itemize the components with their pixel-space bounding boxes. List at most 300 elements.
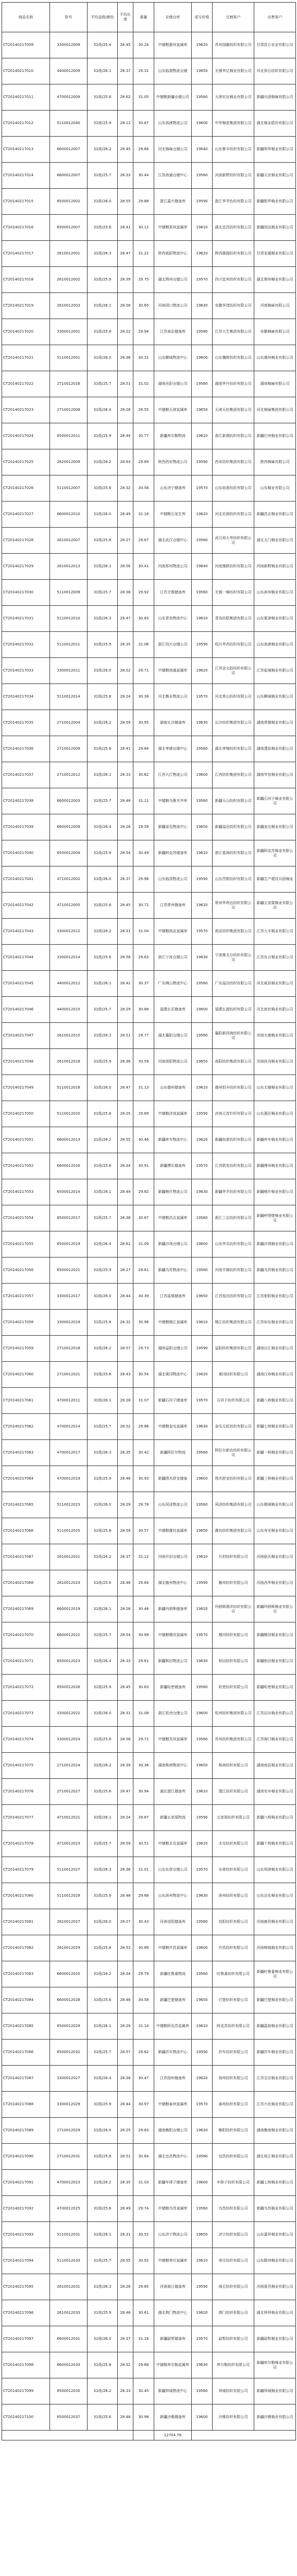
table-cell: 29.74 xyxy=(133,2196,154,2222)
table-cell: 3300012027 xyxy=(50,2066,88,2092)
table-cell: 6500012026 xyxy=(50,1675,88,1701)
table-row xyxy=(2,1258,296,1284)
table-cell: 长沙纺织集团有限公司 xyxy=(213,710,254,736)
table-row xyxy=(2,1414,296,1440)
table-cell: 6600012007 xyxy=(50,137,88,163)
table-cell: 6600012022 xyxy=(50,1622,88,1649)
table-row xyxy=(2,2248,296,2274)
table-cell: CT20140217100 xyxy=(2,2404,50,2431)
table-cell: 19620 xyxy=(192,658,213,684)
table-cell: 19570 xyxy=(192,919,213,945)
table-cell: CT20140217030 xyxy=(2,580,50,606)
table-cell: 河北宏润纺织有限公司 xyxy=(213,502,254,528)
table-cell: CT20140217073 xyxy=(2,1701,50,1727)
table-cell: 江苏射阳棉业有限公司 xyxy=(254,1284,296,1310)
table-cell: 31.07 xyxy=(133,1388,154,1414)
table-cell: 广东佛山物流中心 xyxy=(154,971,192,997)
table-cell: 奎屯天虹纺织有限公司 xyxy=(213,1414,254,1440)
table-cell: 19650 xyxy=(192,814,213,840)
table-cell: 湖北荆州棉业有限公司 xyxy=(254,267,296,293)
table-row xyxy=(2,32,296,58)
table-cell: 31级/26.4 xyxy=(88,814,118,840)
table-cell: 河南郸城棉业有限公司 xyxy=(254,1935,296,1961)
table-cell: 31级/25.9 xyxy=(88,111,118,137)
table-cell: 19570 xyxy=(192,1857,213,1883)
table-cell: 19650 xyxy=(192,1284,213,1310)
table-cell: 石河子纺织有限公司 xyxy=(213,1388,254,1414)
table-row xyxy=(2,1284,296,1310)
table-cell: 30.31 xyxy=(133,345,154,371)
table-cell: 30.52 xyxy=(133,2222,154,2248)
table-row xyxy=(2,2378,296,2404)
table-cell: 30.59 xyxy=(133,1049,154,1075)
table-cell: 5110012029 xyxy=(50,1883,88,1909)
table-cell: 6500012007 xyxy=(50,215,88,241)
table-cell: 31.22 xyxy=(133,241,154,267)
table-cell: 6600012003 xyxy=(50,788,88,814)
table-row xyxy=(2,241,296,267)
table-cell: 2610012029 xyxy=(50,1935,88,1961)
table-cell: 29.88 xyxy=(133,189,154,215)
table-cell: 湖北宜昌纺织有限公司 xyxy=(213,215,254,241)
table-cell: 28.47 xyxy=(118,606,133,632)
table-cell: CT20140217066 xyxy=(2,1518,50,1544)
table-cell: 陕西德源纺织有限公司 xyxy=(213,241,254,267)
table-cell: 19560 xyxy=(192,580,213,606)
table-cell: 28.49 xyxy=(118,2196,133,2222)
table-cell: 福建长源纺织有限公司 xyxy=(213,997,254,1023)
table-cell: 31级/25.7 xyxy=(88,2248,118,2274)
table-cell: 19620 xyxy=(192,1831,213,1857)
table-cell: 31级/25.9 xyxy=(88,423,118,449)
table-cell: 新疆吐鲁番物流 xyxy=(154,1961,192,1987)
table-cell: 28.36 xyxy=(118,345,133,371)
table-cell: 31级/26.2 xyxy=(88,2378,118,2404)
table-cell: 陕西咸阳物流中心 xyxy=(154,241,192,267)
table-cell: 29.89 xyxy=(133,449,154,475)
table-cell: CT20140217099 xyxy=(2,2378,50,2404)
table-cell: 宁波雅戈尔纺织有限公司 xyxy=(213,945,254,971)
table-cell: 31级/25.7 xyxy=(88,788,118,814)
table-cell: 济宁纺织有限公司 xyxy=(213,2222,254,2248)
table-cell: 31级/26.0 xyxy=(88,1701,118,1727)
table-cell: 3300012029 xyxy=(50,2092,88,2118)
table-row xyxy=(2,1570,296,1596)
table-cell: 4710012005 xyxy=(50,893,88,919)
table-cell: 19560 xyxy=(192,1023,213,1049)
table-cell: 31.03 xyxy=(133,2170,154,2196)
table-cell: 28.53 xyxy=(118,1935,133,1961)
table-cell: 新疆博乐储备库 xyxy=(154,1153,192,1179)
table-cell: 3300012017 xyxy=(50,1284,88,1310)
table-cell: 31.11 xyxy=(133,788,154,814)
table-cell: 江苏联发纺织有限公司 xyxy=(213,1153,254,1179)
table-cell: 31级/26.3 xyxy=(88,606,118,632)
table-cell: CT20140217031 xyxy=(2,606,50,632)
table-cell: 车排子纺织有限公司 xyxy=(213,2170,254,2196)
table-cell: 31级/25.8 xyxy=(88,1518,118,1544)
table-cell: 南京纺织集团有限公司 xyxy=(213,919,254,945)
table-cell: 新疆阿克苏储备库 xyxy=(154,840,192,866)
column-header: 存储仓库 xyxy=(154,3,192,32)
table-cell: 陕西西安物流公司 xyxy=(154,449,192,475)
table-cell: 新疆三师棉业有限公司 xyxy=(254,1466,296,1492)
table-cell: 新疆库车物流中心 xyxy=(154,1127,192,1153)
table-cell: 山东夏津棉业有限公司 xyxy=(254,606,296,632)
table-cell: 28.49 xyxy=(118,1179,133,1205)
table-cell: 28.58 xyxy=(118,945,133,971)
table-cell: 31级/25.8 xyxy=(88,1101,118,1127)
table-cell: 湖北黄冈物流中心 xyxy=(154,1362,192,1388)
table-cell: 28.46 xyxy=(118,2300,133,2326)
table-cell: 31级/25.8 xyxy=(88,1935,118,1961)
table-cell: CT20140217079 xyxy=(2,1857,50,1883)
table-cell: CT20140217087 xyxy=(2,2066,50,2092)
table-cell: 28.59 xyxy=(118,1831,133,1857)
table-cell: 28.61 xyxy=(118,1231,133,1258)
table-cell: 28.32 xyxy=(118,475,133,502)
table-cell: 28.32 xyxy=(118,1310,133,1336)
table-row xyxy=(2,1518,296,1544)
table-cell: CT20140217063 xyxy=(2,1440,50,1466)
table-cell: 福建长乐储备库 xyxy=(154,997,192,1023)
table-cell: 28.29 xyxy=(118,997,133,1023)
table-cell: 中储粮库尔勒直属库 xyxy=(154,2352,192,2378)
table-cell: 新疆溢达纺织有限公司 xyxy=(213,814,254,840)
total-row xyxy=(2,2431,296,2440)
table-row xyxy=(2,1675,296,1701)
table-cell: 湖北荆门物流中心 xyxy=(154,2300,192,2326)
table-cell: 19580 xyxy=(192,1205,213,1231)
table-cell: 山东高唐物流公司 xyxy=(154,111,192,137)
table-cell: 30.62 xyxy=(133,762,154,788)
table-cell: 株洲纺织有限公司 xyxy=(213,1753,254,1779)
table-cell: 2710012009 xyxy=(50,736,88,762)
table-cell: 江苏大丰棉业有限公司 xyxy=(254,919,296,945)
table-cell: 新疆沙雅储备库 xyxy=(154,2404,192,2431)
table-cell: 枣庄纺织有限公司 xyxy=(213,2248,254,2274)
table-cell: 31级/26.0 xyxy=(88,866,118,893)
table-cell: 新疆沙湾棉业有限公司 xyxy=(254,1231,296,1258)
table-row xyxy=(2,866,296,893)
table-cell: 19600 xyxy=(192,1935,213,1961)
table-cell: 河南商丘储备库 xyxy=(154,2274,192,2300)
table-cell: 31级/25.9 xyxy=(88,2092,118,2118)
table-cell: 19580 xyxy=(192,736,213,762)
table-cell: 31级/26.2 xyxy=(88,1961,118,1987)
table-cell: CT20140217064 xyxy=(2,1466,50,1492)
table-cell: 30.47 xyxy=(133,2066,154,2092)
table-cell: 2710012024 xyxy=(50,1753,88,1779)
table-cell: 28.44 xyxy=(118,2092,133,2118)
table-cell: 31.14 xyxy=(133,2013,154,2040)
table-row xyxy=(2,1544,296,1570)
table-row xyxy=(2,1362,296,1388)
table-cell: 5110012011 xyxy=(50,632,88,658)
table-cell: 4700012011 xyxy=(50,1388,88,1414)
table-cell: CT20140217065 xyxy=(2,1492,50,1518)
column-header: 平均长度 xyxy=(118,3,133,32)
table-cell: 19560 xyxy=(192,163,213,189)
table-cell: 2610012018 xyxy=(50,1049,88,1075)
table-cell: CT20140217071 xyxy=(2,1649,50,1675)
table-cell: 19600 xyxy=(192,762,213,788)
table-cell: 28.45 xyxy=(118,32,133,58)
table-cell: 31级/25.7 xyxy=(88,1205,118,1231)
table-row xyxy=(2,1466,296,1492)
table-cell: CT20140217093 xyxy=(2,2222,50,2248)
table-cell: 31级/26.1 xyxy=(88,2222,118,2248)
table-cell: 2710012021 xyxy=(50,1362,88,1388)
table-cell: 19650 xyxy=(192,2222,213,2248)
table-cell: 湖北襄阳仓储公司 xyxy=(154,1023,192,1049)
table-cell: 28.62 xyxy=(118,84,133,111)
table-cell: 宜昌纺织有限公司 xyxy=(213,2144,254,2170)
table-cell: 湖北武汉仓储中心 xyxy=(154,528,192,554)
table-cell: 19570 xyxy=(192,1388,213,1414)
table-cell: 31级/25.7 xyxy=(88,997,118,1023)
table-cell: CT20140217033 xyxy=(2,658,50,684)
table-cell: 莎车纺织有限公司 xyxy=(213,2040,254,2066)
table-cell: 28.25 xyxy=(118,2118,133,2144)
table-cell: 28.41 xyxy=(118,215,133,241)
table-cell: 28.28 xyxy=(118,397,133,423)
table-cell: 5110012010 xyxy=(50,606,88,632)
table-cell: 3300012024 xyxy=(50,1727,88,1753)
table-cell: 19620 xyxy=(192,1362,213,1388)
table-cell: 荆门纺织有限公司 xyxy=(213,2300,254,2326)
table-cell: 19620 xyxy=(192,2066,213,2092)
table-cell: 陕西棉麻有限公司 xyxy=(254,449,296,475)
table-cell: 天津天纺集团有限公司 xyxy=(213,397,254,423)
table-cell: 扬州纺织有限公司 xyxy=(213,2066,254,2092)
table-cell: 中储粮天津直属库 xyxy=(154,397,192,423)
table-cell: 新疆巴楚储备库 xyxy=(154,1987,192,2013)
table-cell: 29.58 xyxy=(133,814,154,840)
table-cell: 新疆车排子储备库 xyxy=(154,2170,192,2196)
table-row xyxy=(2,2196,296,2222)
table-cell: 19590 xyxy=(192,1570,213,1596)
total-value: 12704.78 xyxy=(154,2431,192,2440)
table-cell: 19560 xyxy=(192,1258,213,1284)
table-cell: 河北衡水物流公司 xyxy=(154,684,192,710)
table-cell: 28.24 xyxy=(118,1805,133,1831)
table-cell: 山东临港物流仓储 xyxy=(154,58,192,84)
table-cell: 新疆库车棉业有限公司 xyxy=(254,1127,296,1153)
table-cell: 31.06 xyxy=(133,632,154,658)
table-cell: 河南棉麻有限公司 xyxy=(254,293,296,319)
table-cell: 新疆一师棉业有限公司 xyxy=(254,1440,296,1466)
table-cell: CT20140217044 xyxy=(2,945,50,971)
table-cell: 江苏盐城棉业有限公司 xyxy=(254,658,296,684)
table-cell: 28.51 xyxy=(118,2144,133,2170)
table-cell: 29.87 xyxy=(133,1805,154,1831)
table-cell: 2610012007 xyxy=(50,528,88,554)
table-cell: 19570 xyxy=(192,684,213,710)
table-cell: 19570 xyxy=(192,1622,213,1649)
table-cell: 19590 xyxy=(192,449,213,475)
table-cell: 中储粮潍坊直属库 xyxy=(154,1518,192,1544)
table-cell: 28.36 xyxy=(118,1049,133,1075)
table-row xyxy=(2,840,296,866)
table-row xyxy=(2,345,296,371)
table-cell: 中储粮苏州直属库 xyxy=(154,1727,192,1753)
table-cell: 31级/26.2 xyxy=(88,1753,118,1779)
table-cell: 30.61 xyxy=(133,2300,154,2326)
table-cell: 29.75 xyxy=(133,267,154,293)
table-cell: 30.77 xyxy=(133,423,154,449)
table-cell: 河南西华棉业有限公司 xyxy=(254,1570,296,1596)
table-cell: 19650 xyxy=(192,1753,213,1779)
table-cell: CT20140217059 xyxy=(2,1336,50,1362)
table-cell: 新疆银华棉业有限公司 xyxy=(254,189,296,215)
table-cell: 30.48 xyxy=(133,1596,154,1622)
table-cell: 31级/26.0 xyxy=(88,1909,118,1935)
table-cell: 29.66 xyxy=(133,137,154,163)
table-cell: 6500012032 xyxy=(50,2040,88,2066)
table-row xyxy=(2,2222,296,2248)
table-cell: 苏州纺织集团有限公司 xyxy=(213,1727,254,1753)
table-cell: 河北威县棉业有限公司 xyxy=(254,971,296,997)
table-row xyxy=(2,1857,296,1883)
table-cell: 新疆莎车棉业有限公司 xyxy=(254,2040,296,2066)
table-cell: 28.37 xyxy=(118,2326,133,2352)
table-cell: 28.51 xyxy=(118,1023,133,1049)
table-cell: CT20140217077 xyxy=(2,1805,50,1831)
table-cell: 6600012009 xyxy=(50,814,88,840)
table-cell: 28.52 xyxy=(118,1414,133,1440)
table-cell: 江苏常州储备库 xyxy=(154,893,192,919)
table-cell: 31级/25.9 xyxy=(88,2300,118,2326)
table-cell: 28.28 xyxy=(118,2274,133,2300)
table-cell: 6600012010 xyxy=(50,502,88,528)
table-cell: 河南周口物流公司 xyxy=(154,293,192,319)
table-cell: 28.47 xyxy=(118,1075,133,1101)
table-row xyxy=(2,1023,296,1049)
table-cell: 30.56 xyxy=(133,475,154,502)
table-row xyxy=(2,2352,296,2378)
table-cell: CT20140217015 xyxy=(2,189,50,215)
table-cell: 湖南澧县棉业有限公司 xyxy=(254,736,296,762)
table-cell: 19610 xyxy=(192,1779,213,1805)
table-cell: 新疆喀什物流公司 xyxy=(154,1179,192,1205)
table-row xyxy=(2,1883,296,1909)
table-cell: 河北邢台纺织有限公司 xyxy=(254,58,296,84)
table-row xyxy=(2,1388,296,1414)
table-cell: 28.49 xyxy=(118,502,133,528)
table-cell: 4700012025 xyxy=(50,2196,88,2222)
table-cell: 5110012023 xyxy=(50,1492,88,1518)
table-cell: CT20140217034 xyxy=(2,684,50,710)
table-cell: 30.83 xyxy=(133,606,154,632)
table-cell: 6500012011 xyxy=(50,423,88,449)
table-cell: 山东临清物流公司 xyxy=(154,866,192,893)
table-cell: CT20140217017 xyxy=(2,241,50,267)
table-cell: 19590 xyxy=(192,1101,213,1127)
table-cell: 山东济宁储备库 xyxy=(154,475,192,502)
table-cell: 31级/25.8 xyxy=(88,84,118,111)
table-cell: 6600012028 xyxy=(50,1987,88,2013)
table-cell: 河南扶沟棉业有限公司 xyxy=(254,1049,296,1075)
document-page xyxy=(2,2,295,2440)
table-cell: 黄冈纺织有限公司 xyxy=(213,1362,254,1388)
table-cell: 河北棉麻集团有限公司 xyxy=(254,397,296,423)
table-cell: 新疆精河棉业有限公司 xyxy=(254,1622,296,1649)
table-cell: CT20140217062 xyxy=(2,1414,50,1440)
table-cell: 30.89 xyxy=(133,1935,154,1961)
table-cell: 中储粮昌吉直属库 xyxy=(154,1205,192,1231)
table-cell: 19580 xyxy=(192,528,213,554)
table-cell: 31级/26.2 xyxy=(88,919,118,945)
table-cell: 新疆玛纳斯储备库 xyxy=(154,1596,192,1622)
table-cell: CT20140217016 xyxy=(2,215,50,241)
table-cell: 31级/25.9 xyxy=(88,1258,118,1284)
table-cell: 31级/25.6 xyxy=(88,475,118,502)
table-cell: CT20140217078 xyxy=(2,1831,50,1857)
table-cell: 31级/25.9 xyxy=(88,840,118,866)
table-cell: 新疆奎屯物流中心 xyxy=(154,814,192,840)
table-cell: 山东魏桥纺织有限公司 xyxy=(213,345,254,371)
table-cell: 19630 xyxy=(192,1179,213,1205)
table-cell: 28.34 xyxy=(118,1153,133,1179)
table-row xyxy=(2,2144,296,2170)
table-cell: 19580 xyxy=(192,1909,213,1935)
table-row xyxy=(2,137,296,163)
table-cell: 江西九江物流公司 xyxy=(154,762,192,788)
table-cell: 28.31 xyxy=(118,1701,133,1727)
table-cell: 新疆五家渠棉业有限公司 xyxy=(254,893,296,919)
table-cell: 中储粮许昌直属库 xyxy=(154,1935,192,1961)
table-cell: 30.65 xyxy=(133,293,154,319)
table-row xyxy=(2,111,296,137)
table-cell: CT20140217089 xyxy=(2,2118,50,2144)
table-cell: 31级/25.6 xyxy=(88,736,118,762)
table-cell: 2710012016 xyxy=(50,371,88,397)
table-cell: 山东利津棉业有限公司 xyxy=(254,1857,296,1883)
column-header: 出售客户 xyxy=(254,3,296,32)
table-row xyxy=(2,1831,296,1857)
table-cell: 31级/26.2 xyxy=(88,137,118,163)
table-cell: 5110012014 xyxy=(50,684,88,710)
table-cell: 28.37 xyxy=(118,866,133,893)
table-cell: 29.81 xyxy=(133,1649,154,1675)
table-row xyxy=(2,1805,296,1831)
table-cell: 19630 xyxy=(192,1649,213,1675)
table-row xyxy=(2,1153,296,1179)
table-cell: 31级/26.3 xyxy=(88,1857,118,1883)
table-cell: 28.29 xyxy=(118,1492,133,1518)
table-cell: 6500012037 xyxy=(50,2404,88,2431)
table-cell: 2710012008 xyxy=(50,397,88,423)
table-cell: 新疆天山纺织有限公司 xyxy=(213,788,254,814)
table-cell: 29.82 xyxy=(133,1179,154,1205)
table-cell: 6500012004 xyxy=(50,840,88,866)
table-cell: 19570 xyxy=(192,475,213,502)
table-row xyxy=(2,319,296,345)
table-cell: 尉犁纺织有限公司 xyxy=(213,2326,254,2352)
table-cell: 30.88 xyxy=(133,997,154,1023)
table-cell: 4710012021 xyxy=(50,1805,88,1831)
table-cell: CT20140217035 xyxy=(2,710,50,736)
table-cell: 29.64 xyxy=(133,1570,154,1596)
table-cell: 28.38 xyxy=(118,580,133,606)
table-cell: 浙江宁波仓储公司 xyxy=(154,945,192,971)
table-cell: 中储粮惠州直属库 xyxy=(154,32,192,58)
table-cell: 31.12 xyxy=(133,1544,154,1570)
table-row xyxy=(2,2013,296,2040)
table-cell: 江苏兴化棉业有限公司 xyxy=(254,2092,296,2118)
table-row xyxy=(2,2326,296,2352)
